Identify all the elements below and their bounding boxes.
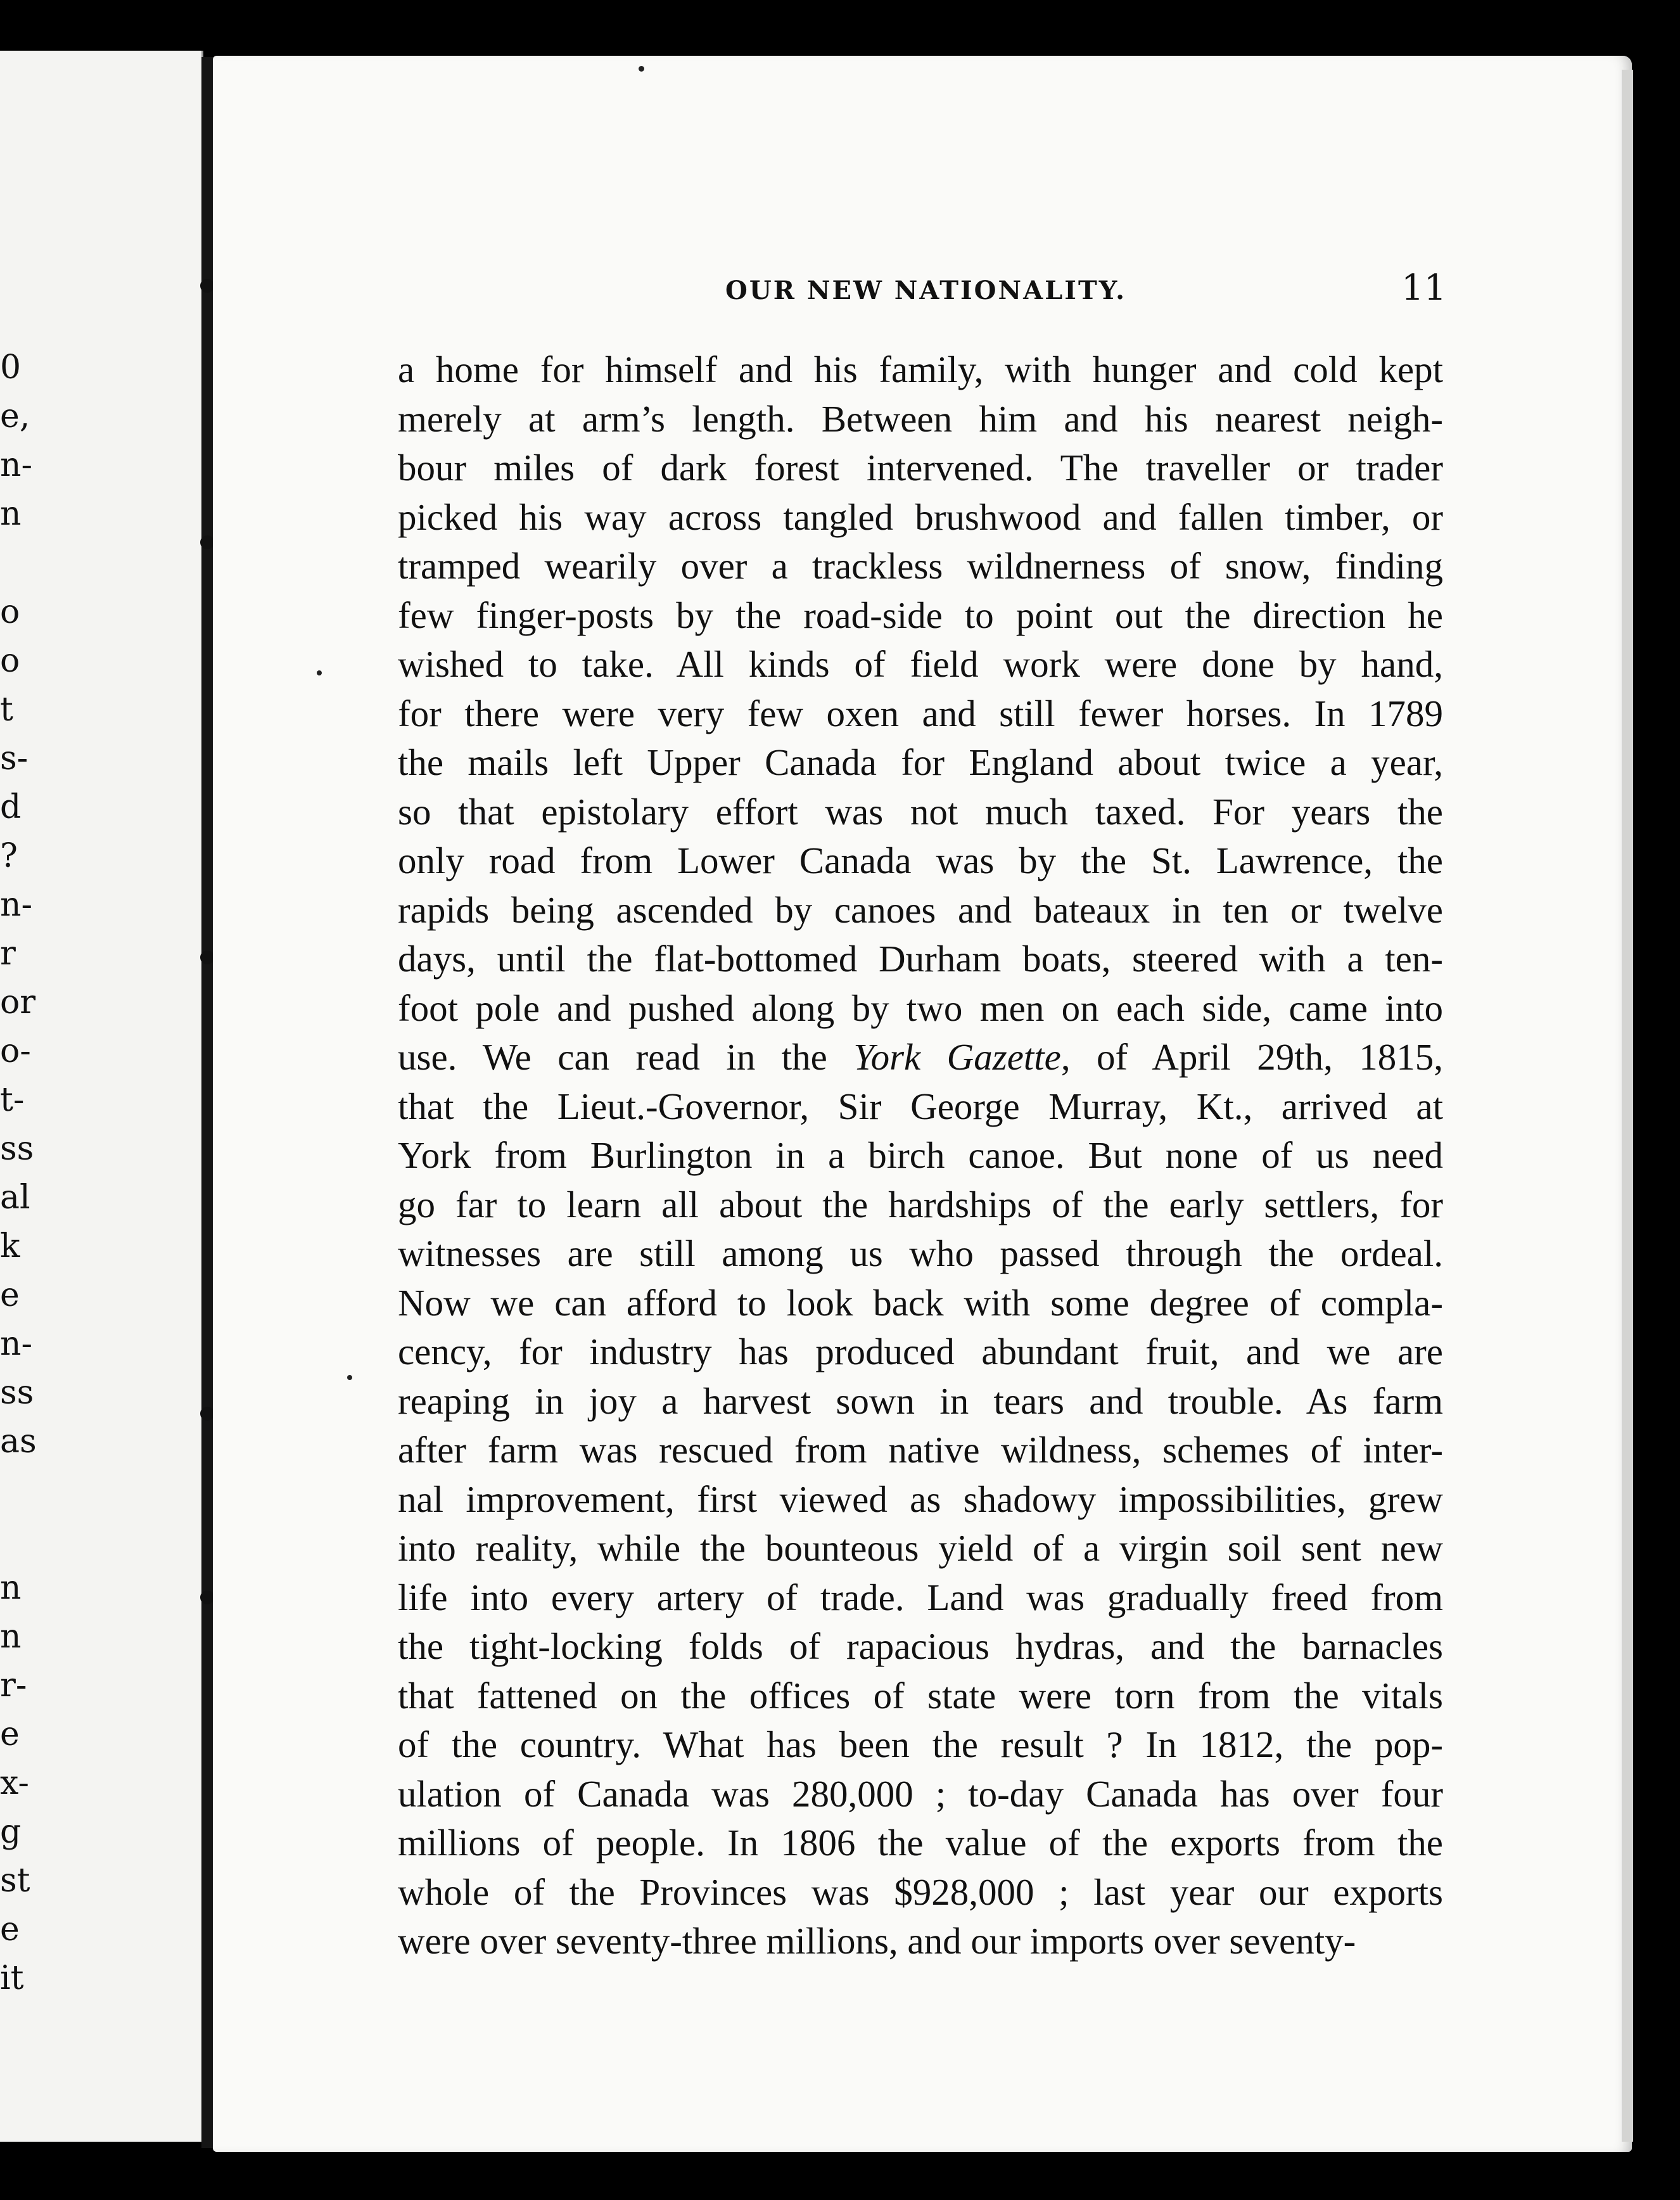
text-line: bour miles of dark forest intervened. The traveller or trader (398, 447, 1443, 489)
text-line: whole of the Provinces was $928,000 ; last year our exports (398, 1871, 1443, 1913)
fragment: x- (0, 1764, 29, 1802)
fragment: st (0, 1862, 30, 1900)
text-line: that the Lieut.-Governor, Sir George Murray, Kt., arrived at (398, 1085, 1443, 1127)
text-line: only road from Lower Canada was by the St. Lawrence, the (398, 840, 1443, 881)
binding-thread (200, 1590, 214, 1604)
fragment: k (0, 1227, 20, 1265)
text-line: picked his way across tangled brushwood and fallen timber, or (398, 496, 1443, 538)
fragment: n (0, 495, 22, 533)
book-gutter (201, 57, 214, 2148)
text-run: use. We can read in the (398, 1036, 854, 1078)
text-line: tramped wearily over a trackless wildnerness of snow, finding (398, 545, 1443, 587)
body-text (398, 345, 1443, 1966)
text-run: , of April 29th, 1815, (1060, 1036, 1443, 1078)
text-line: nal improvement, first viewed as shadowy impossibilities, grew (398, 1478, 1443, 1520)
fragment: ? (0, 837, 18, 875)
text-line: foot pole and pushed along by two men on each side, came into (398, 987, 1443, 1029)
text-line: wished to take. All kinds of field work were done by hand, (398, 643, 1443, 685)
text-line: millions of people. In 1806 the value of the exports from the (398, 1822, 1443, 1864)
previous-page (0, 51, 203, 2142)
text-line: ulation of Canada was 280,000 ; to-day Canada has over four (398, 1772, 1443, 1815)
fragment: n- (0, 1325, 33, 1363)
text-line: the tight-locking folds of rapacious hydras, and the barnacles (398, 1625, 1443, 1667)
print-speck (347, 1375, 352, 1380)
text-line: few finger-posts by the road-side to point out the direction he (398, 594, 1443, 636)
text-line: into reality, while the bounteous yield of a virgin soil sent new (398, 1527, 1443, 1569)
text-line: for there were very few oxen and still fewer horses. In 1789 (398, 692, 1443, 734)
fragment: o- (0, 1032, 31, 1070)
text-line: life into every artery of trade. Land was gradually freed from (398, 1576, 1443, 1618)
text-line: the mails left Upper Canada for England about twice a year, (398, 741, 1443, 783)
text-line: go far to learn all about the hardships of the early settlers, for (398, 1183, 1443, 1225)
text-line: were over seventy-three millions, and our imports over seventy- (398, 1920, 1356, 1962)
page-edge (1622, 70, 1633, 2142)
fragment: e (0, 1910, 20, 1948)
text-line: days, until the flat-bottomed Durham boats, steered with a ten- (398, 938, 1443, 980)
fragment: e (0, 1715, 20, 1753)
fragment: as (0, 1423, 37, 1461)
fragment: 0 (0, 349, 22, 387)
text-line: merely at arm’s length. Between him and his nearest neigh- (398, 397, 1443, 440)
text-line: cency, for industry has produced abundant fruit, and we are (398, 1331, 1443, 1372)
fragment: it (0, 1959, 24, 1997)
fragment: or (0, 983, 36, 1021)
text-line: Now we can afford to look back with some degree of compla- (398, 1281, 1443, 1324)
text-line: a home for himself and his family, with hunger and cold kept (398, 349, 1443, 390)
fragment: d (0, 788, 22, 826)
fragment: n (0, 1569, 22, 1607)
print-speck (639, 66, 644, 72)
text-line: so that epistolary effort was not much taxed. For years the (398, 790, 1443, 833)
binding-thread (200, 279, 214, 293)
fragment: o (0, 642, 20, 680)
text-line: reaping in joy a harvest sown in tears and trouble. As farm (398, 1379, 1443, 1422)
binding-thread (200, 950, 214, 964)
fragment: n- (0, 446, 33, 484)
fragment: s- (0, 739, 29, 777)
text-line: witnesses are still among us who passed through the ordeal. (398, 1232, 1443, 1274)
text-line: rapids being ascended by canoes and bateaux in ten or twelve (398, 888, 1443, 931)
binding-thread (200, 535, 214, 549)
binding-thread (200, 1407, 214, 1421)
print-speck (317, 670, 322, 675)
fragment: r- (0, 1666, 27, 1704)
fragment: o (0, 593, 20, 631)
text-line: that fattened on the offices of state were torn from the vitals (398, 1674, 1443, 1717)
text-line: of the country. What has been the result ? In 1812, the pop- (398, 1724, 1443, 1765)
fragment: e, (0, 397, 30, 435)
fragment: t- (0, 1081, 25, 1119)
text-line: York from Burlington in a birch canoe. But none of us need (398, 1134, 1443, 1176)
fragment: t (0, 691, 13, 729)
fragment: ss (0, 1374, 34, 1412)
page-number: 11 (1401, 267, 1447, 309)
text-line: after farm was rescued from native wildness, schemes of inter- (398, 1429, 1443, 1471)
running-title: OUR NEW NATIONALITY. (725, 276, 1127, 305)
fragment: ss (0, 1130, 34, 1168)
text-line (398, 1033, 1443, 1082)
fragment: g (0, 1813, 22, 1851)
fragment: n (0, 1618, 22, 1656)
fragment: al (0, 1179, 30, 1217)
newspaper-title: York Gazette (853, 1036, 1061, 1078)
fragment: n- (0, 886, 33, 924)
fragment: r (0, 935, 16, 973)
fragment: e (0, 1276, 20, 1314)
